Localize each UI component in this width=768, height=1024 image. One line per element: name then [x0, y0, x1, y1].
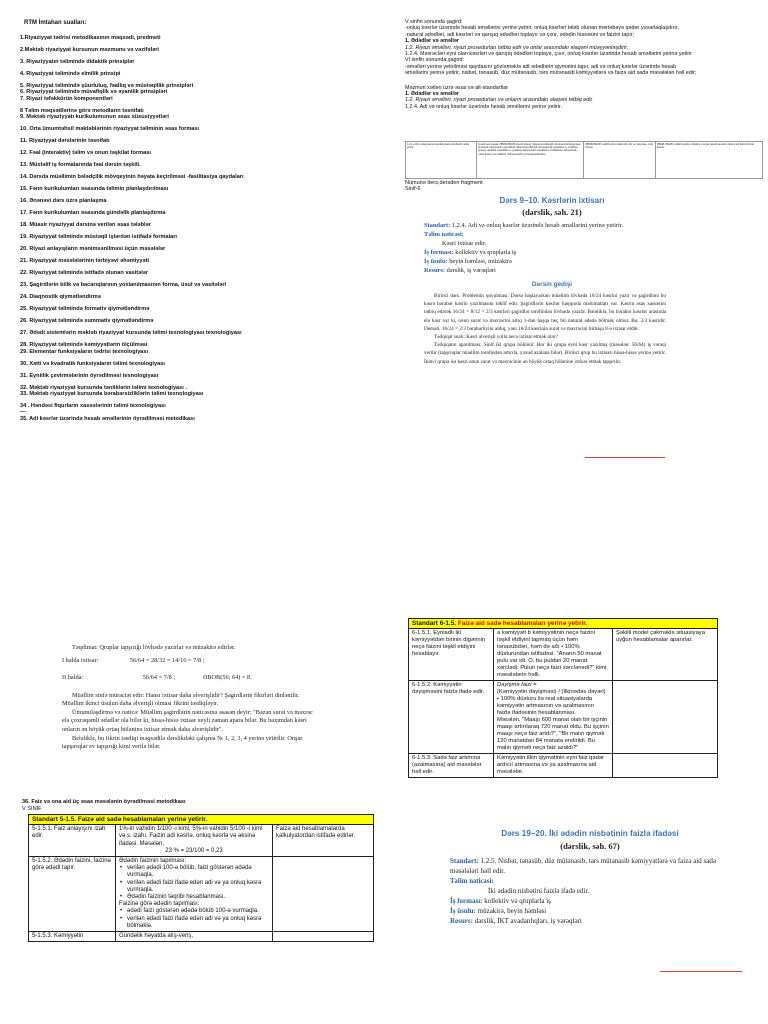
teacher-question: Müəllim sinfə müraciət edir: Hansı ixtisar daha əlverişlidir? Şagirdlərin fikirləri dinlənilir. Müəllim ikinci üsulun daha əlverişli olması fikrini təsdiqləyir. [62, 691, 300, 708]
question-item: 1.Riyaziyyat tədrisi metodikasının məqsədi, predmeti [20, 35, 161, 41]
presentation-text: Təqdimat: Qruplar tapşırığı lövhədə yazırlar və müzakirə edirlər. [72, 644, 236, 651]
lesson2-method: İş üsulu: müzakirə, beyin həmləsi [450, 907, 547, 915]
lesson2-standard: Standart: 1.2.5. Nisbət, tənasüb, düz mütənasib, tərs mütənasib kəmiyyətlərə və faizə aid sadə məsələləri həll edir. [450, 857, 716, 875]
question-item: 11. Riyaziyyat dərslərinin təsnifatı [20, 138, 110, 145]
question-group [20, 108, 390, 121]
lesson2-title: Dərs 19–20. İki ədədin nisbətinin faizlə ifadəsi [501, 829, 679, 838]
question-item: 19. Riyaziyyat təlimində müstəqil işlərdən istifadə formaları [20, 234, 177, 241]
question-item: 20. Riyazi anlayışların mənimsənilməsi üçün məsələlər [20, 246, 166, 253]
sample-line: Nümunə ders,dersden fragment [405, 180, 483, 186]
question-item: 7. Riyazi təfəkkürün komponentləri [20, 95, 113, 102]
question-group [20, 83, 390, 102]
table6-cell: 6-1.5.3. Sadə faiz artımına (azalmasına) aid məsələlər həll edir. [409, 754, 494, 778]
table6-cell: Şəkilli model çəkməklə situasiyaya uyğun hesablamalar aparırlar. [613, 629, 718, 681]
case-1: I halda ixtisar: 56/64 = 28/32 = 14/16 = 7/8 ; [62, 656, 205, 664]
question-group [20, 246, 390, 252]
question-group [20, 385, 390, 398]
lesson2-ref: (dərslik, səh. 67) [560, 841, 620, 851]
questions-title: RTM İmtahan sualları: [24, 20, 87, 26]
sample-lesson-heading [405, 180, 483, 193]
table5-cell [273, 932, 374, 942]
table5-cell: 5-1.5.2. Ədədin faizini, faizinə görə ədədi tapır. [29, 857, 116, 932]
sample-line: Sinif-6 [405, 186, 421, 193]
question-item: 30. Xətti və kvadratik funksiyaların təlimi texnologiyası [20, 360, 165, 367]
question-group [20, 71, 390, 77]
question-group [20, 126, 390, 132]
note-line: 1. Ədədlər və əməllər [405, 38, 459, 45]
question-item: 29. Elementar funksiyaların tədrisi texnologiyası [20, 348, 149, 355]
question-group [20, 270, 390, 276]
lesson1-flow-title: Dərsin gedişi [531, 281, 573, 288]
table6-cell: 6-1.5.2. Kəmiyyətin dəyişməsini faizlə ifadə edir. [409, 681, 494, 754]
question-group [20, 318, 390, 324]
question-item: 8 Təlim məqsədlərinə görə metodların təsnifatı [20, 107, 144, 114]
question-item: 35. Adi kəsrlər üzərində hesab əməllərinin öyrədilməsi metodikası [20, 415, 195, 422]
question-item: 28. Riyaziyyat təlimində kəmiyyətlərin ölçülməsi [20, 342, 148, 349]
question-group [20, 198, 390, 204]
table6-cell [613, 681, 718, 754]
note-line: 1.2.4. Məxrəcləri eyni olan kəsrləri və qarışıq ədədləri toplayır, çıxır, onluq kəsrlər üzərində hesab əməllərini yerinə yetirir [405, 51, 693, 58]
question-item: 12. Fəal (interaktiv) təlim və onun təşkilat forması [20, 150, 151, 157]
question-item: 25. Riyaziyyat təlimində formativ qiymətləndirmə [20, 306, 150, 313]
question-item: 18. Müasir riyaziyyat dərsinə verilən əsas tələblər [20, 222, 151, 229]
question-item: 2.Məktəb riyaziyyat kursunun məzmunu və vəzifələri [20, 47, 159, 53]
question-group [20, 282, 390, 288]
lesson2-resource: Resurs: dərslik, İKT avadanlıqları, iş vərəqləri [450, 917, 582, 925]
section-36-grade: V SINIF [22, 805, 42, 812]
mini-cell: 1.2.4. Adi və onluq kəsrlər üzərində hesab əməllərini yerinə yetirir. [406, 142, 477, 179]
note-line: 1.2.4. Adi və onluq kəsrlər üzərində hesab əməllərini yerinə yetirir. [405, 103, 563, 110]
question-item: 27. Ədədi sistemlərin məktəb riyaziyyat kursunda təlimi texnologiyası texnologiyası [20, 330, 242, 337]
lesson-page-1 [408, 196, 666, 366]
question-item: — [20, 409, 26, 416]
question-group [20, 403, 390, 422]
question-group [20, 186, 390, 192]
question-item: 34 . Həndəsi fiqurların xassələrinin təlimi texnologiyası [20, 403, 166, 410]
question-item: 6. Riyaziyyat təlimində müvafiqlik və əyanilik prinsipləri [20, 89, 168, 96]
table5-cell: 1%-in vahidin 1/100 -i kimi, 5%-in vahidin 5/100 -i kimi və s. izahı. Faizin adi kəsrlə, onluq kəsrlə və əksinə ifadəsi. Məsələn, 23 % = 23/100 = 0,23 [116, 825, 273, 857]
question-group [20, 361, 390, 367]
question-item: 33. Məktəb riyaziyyat kursunda bərabərsizliklərin təlimi texnologiyası [20, 391, 204, 398]
table6-cell: Kəmiyyətin ilkin qiymətinin eyni faiz qədər ardıcıl artmasına və ya azalmasına aid məsələlər. [494, 754, 613, 778]
note-line: VI sinfin sonunda şagird: [405, 57, 465, 64]
note-line: -natural ədədləri, adi kəsrləri və qarışıq ədədləri toplayır və çıxır, ədədin hissəsini və faizini tapır; [405, 31, 635, 38]
lesson1-title: Dərs 9–10. Kəsrlərin ixtisarı [499, 196, 605, 205]
red-underline [660, 971, 742, 972]
question-group [20, 35, 390, 41]
question-item: 4. Riyaziyyat təlimində elmilik prinsipi [20, 71, 121, 77]
note-line: 1. Ədədlər və əməllər [405, 91, 459, 98]
question-group [20, 150, 390, 156]
mini-cell: ƏBOB, ƏKOB, tərkibli ədədlər, ixtisarlar, cərəyan, kəsrin xassələri, məxrəcləri müxtəlif olan kəsrlər [655, 142, 762, 179]
question-item: 9. Məktəb riyaziyyatı kurikulumunun əsas xüsusiyyətləri [20, 114, 169, 121]
question-item: 14. Dərsdə müəllimin bələdçilik mövqeyinin həyata keçirilməsi -fasilitasiya qaydaları [20, 174, 244, 181]
question-item: 16. Ənənəvi dərs üzrə planlaşma [20, 198, 107, 205]
red-underline [585, 457, 665, 458]
section-36-heading [22, 799, 186, 812]
question-item: 21. Riyaziyyat məsələlərinin tərbiyəvi əhəmiyyəti [20, 258, 150, 265]
question-item: 10. Orta ümumtəhsil məktəblərinin riyaziyyat təliminin əsas forması [20, 126, 200, 133]
question-group [20, 330, 390, 336]
note-line: -əməlləri yerinə yetirilməsi qaydasını gözləməklə adi ədədlərin qiymətini tapır, adi və onluq kəsrlər üzərində hesab [405, 63, 677, 70]
table6-cell: 6-1.5.1. Eyniadlı iki kəmiyyətdən birinin digərinin neçə faizini təşkil etdiyini hesablayır. [409, 629, 494, 681]
table6-cell [613, 754, 718, 778]
lesson-page-2 [430, 829, 730, 926]
question-list [20, 35, 390, 422]
question-group [20, 373, 390, 379]
table5-cell: 5-1.5.3. Kəmiyyətin [29, 932, 116, 942]
question-group [20, 174, 390, 180]
note-line: əməllərini yerinə yetirir, nisbət, tənasüb, düz mütənasib, tərs mütənasib kəmiyyətlərə və faizə aid sadə məsələləri həll edir; [405, 70, 697, 77]
lesson1-paragraph: Birinci dərs. Problemin qoyulması: Dərsə başlayarkən müəllim lövhədə 16/24 kəsrini yazır və şagirdlərə bu kəsrə bərabər kəsrin yazılmasını təklif edir. Şagirdlərin kəsrlər haqqında məlumatları var. Kəsrin əsas xassəsini tətbiq edərək 16/24 = 8/12 = 2/3 kəsrləri şagirdlər tərəfindən lövhədə yazılır. Bələliklə, bu bərabər kəsrlər arasında elə kəsr var ki, onun surət və məxrəcini artıq 1-dən başqa heç bir natural ədədə bölmək olmur. Bu, 2/3 kəsridir. Deməli, 16/24 = 2/3 bərabərliyini aldıq, yəni 16/24 kəsrinin surət və məxrəcini birbaşa 8-ə ixtisar etdik. [424, 293, 666, 332]
case-2: II halda: 56/64 = 7/8 ; ƏBOB(56; 64) = 8. [62, 673, 252, 681]
lesson2-form: İş forması: kollektiv və qruplarla iş [450, 897, 551, 905]
table5-cell: Gündəlik həyatda alış-veriş, [116, 932, 273, 942]
exam-questions [20, 20, 390, 428]
standards-notes [405, 19, 755, 110]
lesson1-method: İş üsulu: beyin həmləsi, müzakirə [424, 258, 512, 265]
question-group [20, 258, 390, 264]
question-group [20, 234, 390, 240]
question-item: 15. Fənn kurikulumları əsasında təlimin planlaşdırılması [20, 186, 169, 193]
lesson1-result-label: Təlim nəticəsi: [424, 231, 464, 238]
table5-cell [273, 857, 374, 932]
question-group [20, 210, 390, 216]
lesson1-ref: (dərslik, səh. 21) [522, 207, 582, 217]
question-item: 26. Riyaziyyat təlimində summativ qiymətləndirmə [20, 318, 154, 325]
question-group [20, 59, 390, 65]
table5-header: Standart 5-1.5. Faizə aid sadə hesablamaları yerinə yetirir. [29, 815, 374, 825]
lesson2-result-label: Təlim nəticəsi: [450, 877, 494, 885]
question-item: 3. Riyaziyyatın təlimində didaktik prinsiplər [20, 59, 135, 65]
standard-6-table [408, 618, 718, 778]
question-item: 24. Diaqnostik qiymətləndirmə [20, 294, 101, 301]
homework-note: Beləliklə, bu fikrin təsdiqi məqsədilə dərslikdəki çalışma № 1, 2, 3, 4 yerinə yetirilir. Onşar tapşırıqlar ev tapşırığı kimi verilə bilər. [62, 734, 303, 751]
lesson-page-continuation [62, 644, 318, 752]
table6-cell: a kəmiyyəti b kəmiyyətinin neçə faizini təşkil etdiyini tapmaq üçün həm tənasübdən, həm də a/b • 100% düsturundan istifadəsi. "Anarın 50 manat pulu var idi. O, bu puldan 20 manat xərclədi. Pulun neçə faizi xərclənədi?" kimi məsələlərin həlli. [494, 629, 613, 681]
lesson1-research: Tədqiqatın aparılması: Sinif iki qrupa bölünür. Hər iki qrupa eyni kəsr yazılmış (məsələn: 56/64) iş vərəqi verilir (tapşırıqlar müəllim tərəfindən artırıla, yaxud azalana bilər). Birinci qrup bu ixtisarı hissə-hissə yerinə yetirir. İkinci qrupa isə kəsri onun surət və məxrəcinin ən böyük ortaq bölənine ixtisar etmək tapşırılır. [424, 342, 666, 365]
lesson1-form: İş forması: kollektiv və qruplarla iş [424, 249, 517, 256]
lesson1-resource: Resurs: dərslik, iş vərəqləri [424, 267, 496, 274]
note-line: V sinfin sonunda şagird: [405, 19, 463, 25]
question-group [20, 222, 390, 228]
lesson1-result: Kəsri ixtisar edir. [442, 240, 487, 247]
table6-cell: Dəyişmə faizi = (Kəmiyyətin dəyişməsi) / (İlkinədəs dəyəri) • 100% düsturu ilə real situasiyalarda kəmiyyətin artmasının və azalmasının faizlə ifadəsinin hesablanması. Məsələn, "Maaşı 600 manat olan bir işçinin maaşı artırılaraq 720 manat oldu. Bu işçinin maaşı neçə faiz artdı?", "Bir malın qiyməti 120 manatdan 84 manata endirildi. Bu malın qiyməti neçə faiz azaldı?" [494, 681, 613, 754]
lesson2-result: İki ədədin nisbətini faizlə ifadə edir. [488, 887, 590, 895]
question-item: 17. Fənn kurikulumları əsasında gündəlik planlaşdırma [20, 210, 166, 217]
table5-cell: Ədədin faizinin tapılması: • verilən ədədi 100-ə bölüb, faizi göstərən ədədə vurmaqla. • verilən ədədi faizi ifadə edən adi və ya onluq kəsrə vurmaqla. • Ədədin faizinin təqribi hesablanması. Faizinə görə ədədin tapılması: • ədədi faizi göstərən ədədə bölüb 100-ə vurmaqla. • verilən ədədi faizi ifadə edən adi və ya onluq kəsrə bölməklə. [116, 857, 273, 932]
lesson1-research-question: Tədqiqat sualı: Kəsri əlverişli yolla necə ixtisar etmək olar? [434, 334, 558, 341]
table6-header: Standart 6-1.5. Faizə aid sadə hesablamaları yerinə yetirir. [409, 619, 718, 629]
question-group [20, 47, 390, 53]
generalization: Ümumiləşdirmə və nəticə: Müəllim şagirdlərin nəticəsinə əsasən deyir: "Bəzən surət və məxrəc elə çoxrəqəmli ədədlər ola bilər ki, hissə-hissə ixtisar xeyli zaman apara bilər. Bu baxımdan kəsri onların ən böyük ortaq böləninə ixtisar etmək daha əlverişlidir". [62, 708, 313, 733]
question-group [20, 342, 390, 355]
note-line: -onluq kəsrlər üzərində hesab əməllərini yerinə yetirir, onluq kəsrləri tələb olunan mərtəbəyə qədər yuvarlaqlaşdırır, [405, 25, 679, 32]
mini-cell: ƏBOB-ƏKOB, tərkibli ədəd, təmsil edir, adi və onluq kəsr, ortaq məxrəc [584, 142, 655, 179]
question-group [20, 138, 390, 144]
table5-cell: 5-1.5.1. Faiz anlayışını izah edir. [29, 825, 116, 857]
question-item: 13. Müxtəlif iş formalarında fəal dərsin təşkili. [20, 162, 141, 169]
question-item: 22. Riyaziyyat təlimində istifadə olunan vasitələr [20, 270, 149, 277]
mini-cell: Kəsrin əsas xassəsi. ƏBOB-ƏKOB. Kəsrin ixtisarı. Məxrəcləri müxtəlif olan kəsrlərin müqayisəsi. Kəsrlərin ortaq məxrəcə gətirilməsi. Məxrəcləri müxtəlif olan kəsrlərin toplanması və çıxılması. Qarışıq ədədlərin toplanması və çıxılması. Adi kəsrlərin vurulması və bölünməsi. Adi kəsrlərin onluq kəsrlə əvəz edilməsi. Onluq kəsrlərin yuvarlaqlaşdırılması. [477, 142, 584, 179]
lesson1-standard: Standart: 1.2.4. Adi və onluq kəsrlər üzərində hesab əməllərini yerinə yetirir. [424, 222, 624, 229]
question-group [20, 162, 390, 168]
content-mini-table [405, 141, 763, 179]
note-line: Məzmun xətləri üzrə əsas və alt-standartlar [405, 84, 509, 91]
question-item: 31. Eyniilik çevirmələrinin öyrədilməsi texnologiyası [20, 372, 159, 379]
table5-cell: Faizə aid hesablamalarda kalkulyatordan istifadə edirlər. [273, 825, 374, 857]
question-item: 23. Şagirdlərin bilik və bacarıqlarının yoxlanılmasının forma, üsul və vasitələri [20, 282, 227, 289]
question-group [20, 306, 390, 312]
question-group [20, 294, 390, 300]
question-item: 5. Riyaziyyat təlimində şüurluluq, fəallıq və müstəqillik prinsipləri [20, 83, 194, 89]
section-36-title: 36. Faiz və ona aid üç əsas məsələnin öyrədilməsi metodikası [22, 799, 186, 805]
question-item: 32. Məktəb riyaziyyat kursunda tənliklərin təlimi texnologiyası . [20, 384, 187, 391]
note-line: 1.2. Riyazi əməlləri, riyazi prosedurları və onların arasındakı əlaqəni tətbiq edir [405, 97, 593, 104]
note-line: 1.2. Riyazi əməlləri, riyazi prosedurları tətbiq edir və onlar arasındakı əlaqəni müəyyənləşdirir. [405, 44, 629, 51]
standard-5-table [28, 814, 374, 942]
